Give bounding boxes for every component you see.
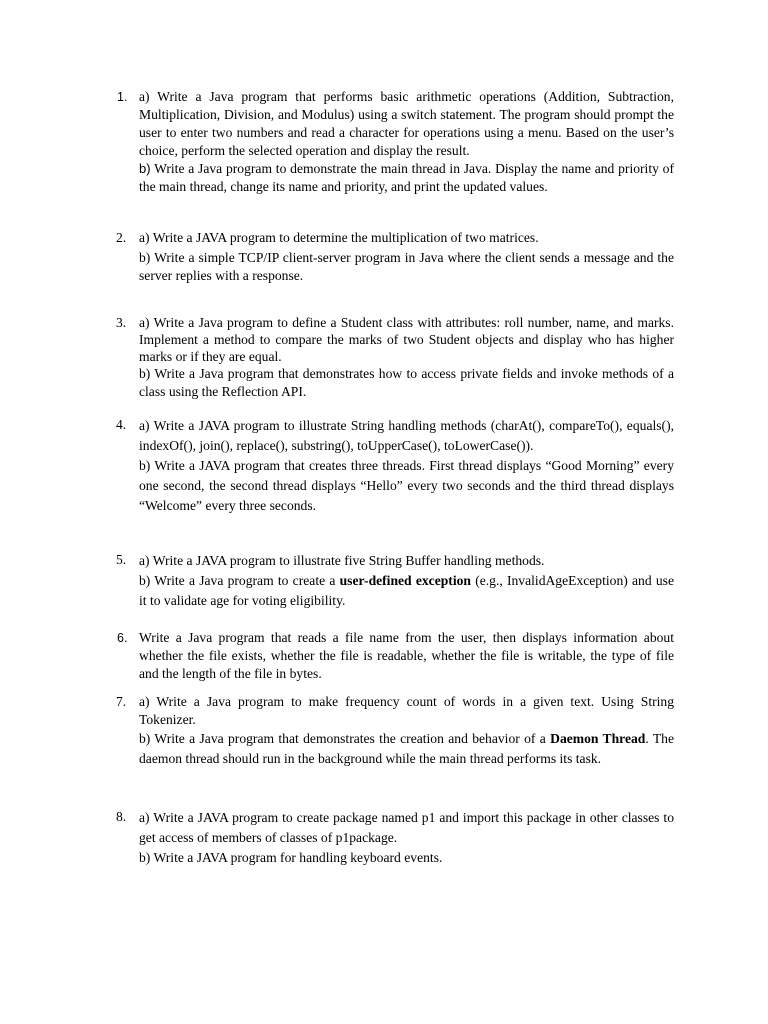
question-part-a: a) Write a Java program that performs basic arithmetic operations (Addition, Subtraction, Multiplication, Division, and Modulus) using a switch statement. The program should prompt the user to enter two numbers and read a character for operations using a menu. Based on the user’s choice, perform the selected operation and display the result. xyxy=(139,89,674,158)
question-body xyxy=(139,551,674,611)
part-b-text: Write a Java program to demonstrate the main thread in Java. Display the name and priority of the main thread, change its name and priority, and print the updated values. xyxy=(139,161,674,194)
part-b-text: b) Write a Java program to create a xyxy=(139,573,340,588)
question-part-b: b) Write a simple TCP/IP client-server program in Java where the client sends a message and the server replies with a response. xyxy=(139,250,674,283)
part-b-label: b) xyxy=(139,161,151,176)
question-body xyxy=(139,314,674,401)
question-part-b xyxy=(139,729,674,769)
question-body xyxy=(139,808,674,868)
part-b-text-end: . The daemon thread should run in the background while the main thread performs its task. xyxy=(139,731,674,766)
question-part-b: b) Write a JAVA program that creates three threads. First thread displays “Good Morning” every one second, the second thread displays “Hello” every two seconds and the third thread displays “Welcome” every three seconds. xyxy=(139,458,674,513)
question-number: 1. xyxy=(117,90,128,104)
question-part-a: a) Write a JAVA program to illustrate String handling methods (charAt(), compareTo(), equals(), indexOf(), join(), replace(), substring(), toUpperCase(), toLowerCase()). xyxy=(139,418,674,453)
question-text: Write a Java program that reads a file name from the user, then displays information about whether the file exists, whether the file is readable, whether the file is writable, the type of file and the length of the file in bytes. xyxy=(139,630,674,681)
question-body xyxy=(139,693,674,769)
question-number: 5. xyxy=(116,552,127,567)
question-number: 6. xyxy=(117,631,128,645)
question-part-b xyxy=(139,160,674,196)
question-part-b: b) Write a JAVA program for handling keyboard events. xyxy=(139,850,443,865)
question-body xyxy=(139,629,674,683)
question-number: 4. xyxy=(116,417,127,432)
part-b-text: b) Write a Java program that demonstrates the creation and behavior of a xyxy=(139,731,551,746)
question-part-a: a) Write a Java program to define a Student class with attributes: roll number, name, and marks. Implement a method to compare the marks of two Student objects and display who has higher marks or if they are equal. xyxy=(139,315,674,364)
question-part-b xyxy=(139,571,674,611)
question-number: 3. xyxy=(116,315,127,330)
question-part-a: a) Write a JAVA program to create package named p1 and import this package in other classes to get access of members of classes of p1package. xyxy=(139,810,674,845)
question-part-a: a) Write a JAVA program to determine the multiplication of two matrices. xyxy=(139,230,539,245)
question-body xyxy=(139,416,674,516)
part-b-text-end: (e.g., InvalidAgeException) and use it to validate age for voting eligibility. xyxy=(139,573,674,608)
question-number: 8. xyxy=(116,809,127,824)
question-part-a: a) Write a Java program to make frequency count of words in a given text. Using String Tokenizer. xyxy=(139,694,674,727)
part-b-bold: user-defined exception xyxy=(339,573,471,588)
question-part-a: a) Write a JAVA program to illustrate five String Buffer handling methods. xyxy=(139,553,545,568)
question-body xyxy=(139,229,674,285)
question-body xyxy=(139,88,674,196)
question-part-b: b) Write a Java program that demonstrates how to access private fields and invoke methods of a class using the Reflection API. xyxy=(139,366,674,399)
question-number: 7. xyxy=(116,694,127,709)
part-b-bold: Daemon Thread xyxy=(550,731,646,746)
question-number: 2. xyxy=(116,230,127,245)
